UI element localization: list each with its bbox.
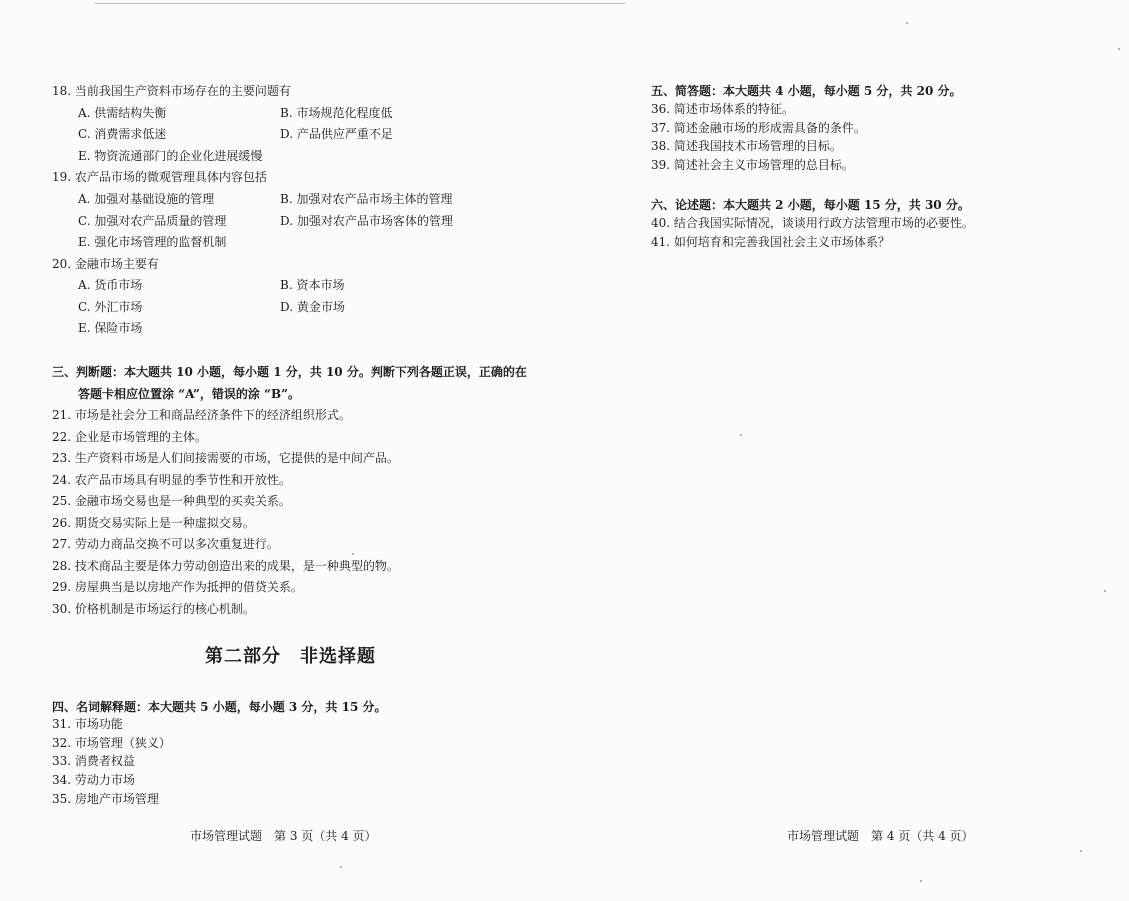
judge-item: 22. 企业是市场管理的主体。	[52, 430, 207, 444]
term-item: 33. 消费者权益	[52, 754, 135, 768]
term-item: 34. 劳动力市场	[52, 773, 135, 787]
judge-item: 30. 价格机制是市场运行的核心机制。	[52, 602, 255, 616]
short-answer-item: 39. 简述社会主义市场管理的总目标。	[651, 158, 854, 172]
question-stem: 19. 农产品市场的微观管理具体内容包括	[52, 170, 267, 184]
page-footer: 市场管理试题 第 4 页（共 4 页）	[787, 829, 974, 843]
section-heading-cont: 答题卡相应位置涂 “A”，错误的涂 “B”。	[78, 387, 300, 401]
judge-item: 26. 期货交易实际上是一种虚拟交易。	[52, 516, 255, 530]
short-answer-item: 36. 简述市场体系的特征。	[651, 102, 794, 116]
question-stem: 20. 金融市场主要有	[52, 257, 159, 271]
option-a: A. 加强对基础设施的管理	[78, 192, 215, 206]
judge-item: 27. 劳动力商品交换不可以多次重复进行。	[52, 537, 279, 551]
question-stem: 18. 当前我国生产资料市场存在的主要问题有	[52, 84, 291, 98]
scan-speck	[1104, 590, 1106, 592]
option-c: C. 外汇市场	[78, 300, 143, 314]
scan-speck	[740, 434, 742, 436]
short-answer-item: 37. 简述金融市场的形成需具备的条件。	[651, 121, 866, 135]
option-b: B. 资本市场	[280, 278, 345, 292]
essay-item: 41. 如何培育和完善我国社会主义市场体系？	[651, 235, 890, 249]
judge-item: 25. 金融市场交易也是一种典型的买卖关系。	[52, 494, 291, 508]
essay-item: 40. 结合我国实际情况，谈谈用行政方法管理市场的必要性。	[651, 216, 974, 230]
option-c: C. 消费需求低迷	[78, 127, 167, 141]
judge-item: 23. 生产资料市场是人们间接需要的市场，它提供的是中间产品。	[52, 451, 399, 465]
term-item: 32. 市场管理（狭义）	[52, 736, 171, 750]
option-c: C. 加强对农产品质量的管理	[78, 214, 227, 228]
section-heading: 四、名词解释题：本大题共 5 小题，每小题 3 分，共 15 分。	[52, 700, 387, 714]
scan-speck	[340, 866, 342, 868]
scan-speck	[1118, 48, 1120, 50]
option-e: E. 保险市场	[78, 321, 143, 335]
option-d: D. 加强对农产品市场客体的管理	[280, 214, 453, 228]
part-title: 第二部分 非选择题	[205, 646, 376, 667]
section-heading: 六、论述题：本大题共 2 小题，每小题 15 分，共 30 分。	[651, 198, 970, 212]
judge-item: 28. 技术商品主要是体力劳动创造出来的成果，是一种典型的物。	[52, 559, 399, 573]
judge-item: 29. 房屋典当是以房地产作为抵押的借贷关系。	[52, 580, 303, 594]
section-heading: 五、简答题：本大题共 4 小题，每小题 5 分，共 20 分。	[651, 84, 962, 98]
term-item: 35. 房地产市场管理	[52, 792, 159, 806]
page-footer: 市场管理试题 第 3 页（共 4 页）	[190, 829, 377, 843]
scan-speck	[906, 22, 908, 24]
term-item: 31. 市场功能	[52, 717, 123, 731]
short-answer-item: 38. 简述我国技术市场管理的目标。	[651, 139, 842, 153]
scan-speck	[920, 880, 922, 882]
judge-item: 24. 农产品市场具有明显的季节性和开放性。	[52, 473, 291, 487]
option-a: A. 货币市场	[78, 278, 143, 292]
scan-speck	[352, 553, 354, 555]
judge-item: 21. 市场是社会分工和商品经济条件下的经济组织形式。	[52, 408, 351, 422]
option-d: D. 黄金市场	[280, 300, 345, 314]
option-b: B. 市场规范化程度低	[280, 106, 393, 120]
option-d: D. 产品供应严重不足	[280, 127, 393, 141]
option-b: B. 加强对农产品市场主体的管理	[280, 192, 453, 206]
option-e: E. 强化市场管理的监督机制	[78, 235, 227, 249]
section-heading: 三、判断题：本大题共 10 小题，每小题 1 分，共 10 分。判断下列各题正误，正确的在	[52, 365, 527, 379]
option-a: A. 供需结构失衡	[78, 106, 167, 120]
option-e: E. 物资流通部门的企业化进展缓慢	[78, 149, 263, 163]
scan-edge-line	[95, 3, 625, 4]
scan-speck	[1080, 850, 1082, 852]
